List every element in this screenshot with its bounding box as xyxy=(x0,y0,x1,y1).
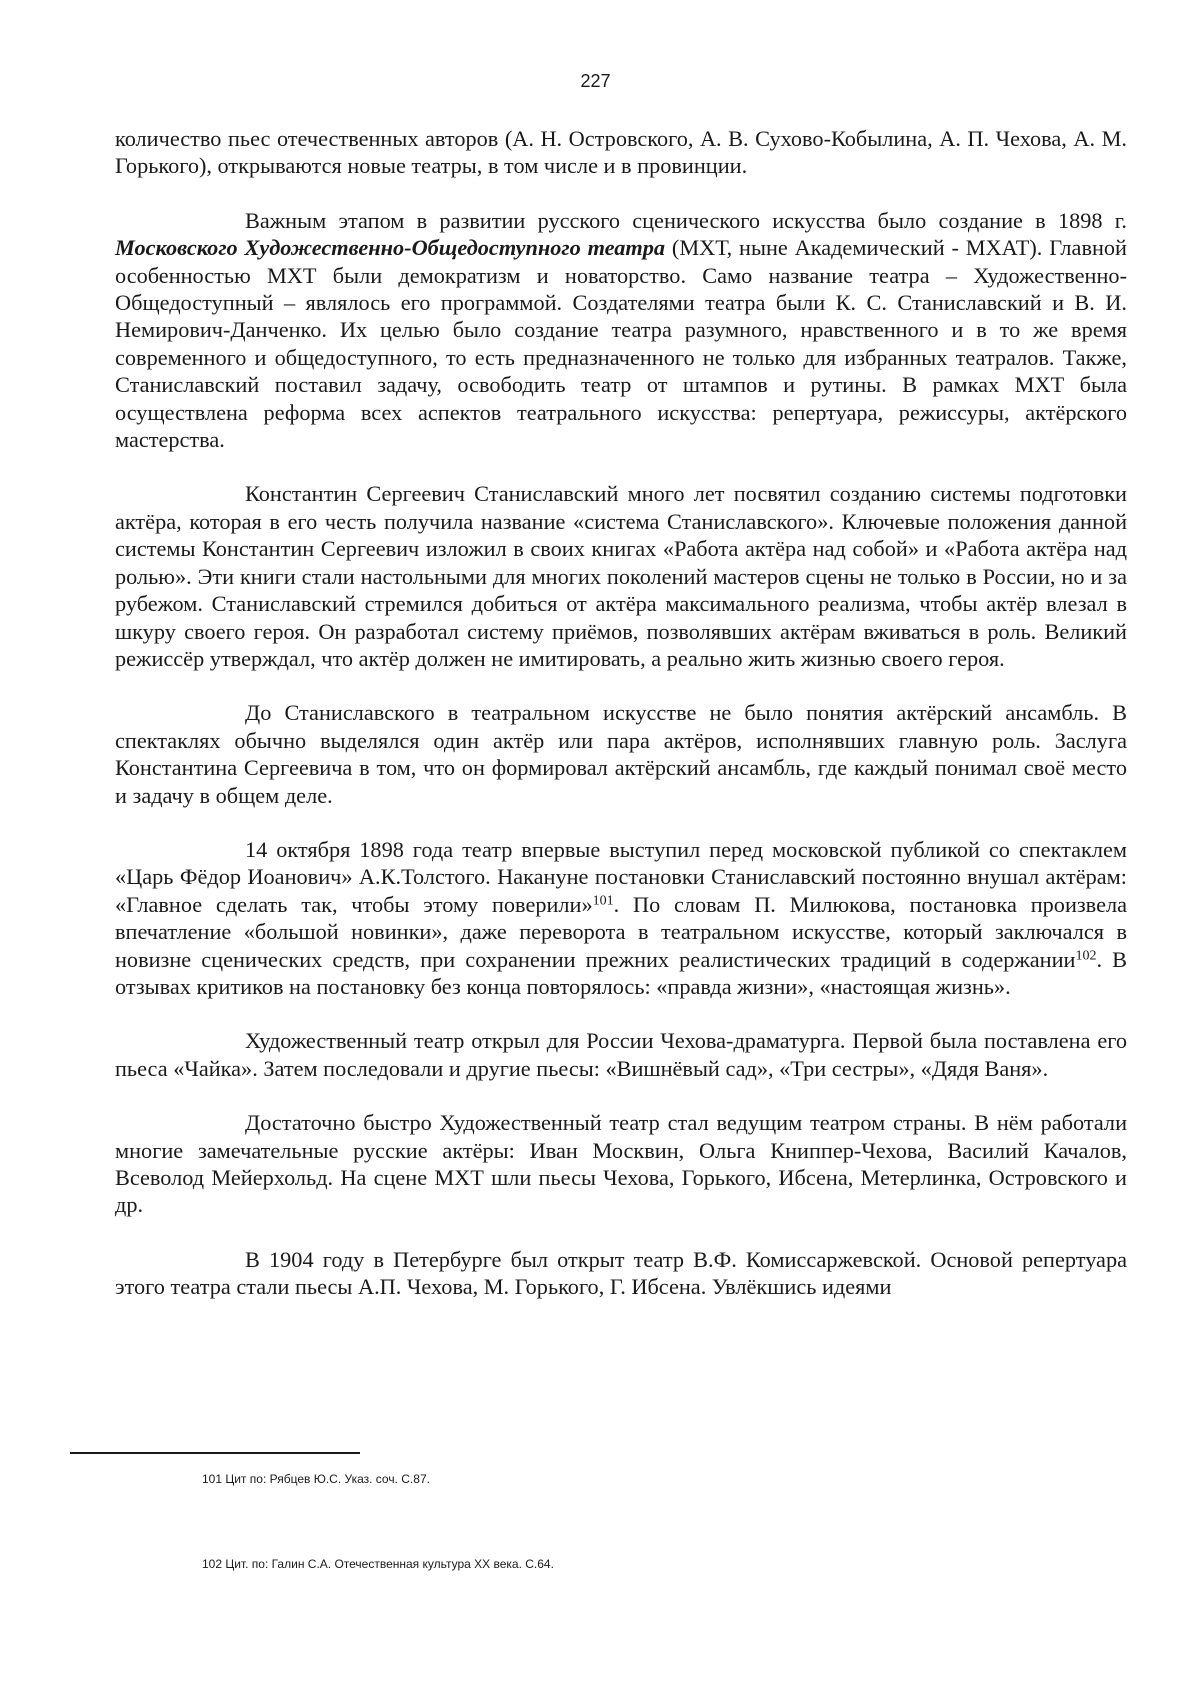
body-text xyxy=(115,125,1127,1301)
paragraph-text: Важным этапом в развитии русского сценического искусства было создание в 1898 г. xyxy=(245,207,1127,233)
paragraph-acting-ensemble: До Станиславского в театральном искусстве не было понятия актёрский ансамбль. В спектаклях обычно выделялся один актёр или пара актёров, исполнявших главную роль. Заслуга Константина Сергеевича в том, что он формировал актёрский ансамбль, где каждый понимал своё место и задачу в общем деле. xyxy=(115,700,1127,808)
paragraph-chekhov: Художественный театр открыл для России Чехова-драматурга. Первой была поставлена его пьеса «Чайка». Затем последовали и другие пьесы: «Вишнёвый сад», «Три сестры», «Дядя Ваня». xyxy=(115,1028,1127,1081)
paragraph-continuation: количество пьес отечественных авторов (А. Н. Островского, А. В. Сухово-Кобылина, А. П. Чехова, А. М. Горького), открываются новые театры, в том числе и в провинции. xyxy=(115,126,1127,179)
paragraph-text: (МХТ, ныне Академический - МХАТ). Главной особенностью МХТ были демократизм и новаторство. Само название театра – Художественно-Общедоступный – являлось его программой. Создателями театра были К. С. Станиславский и В. И. Немирович-Данченко. Их целью было создание театра разумного, нравственного и в то же время современного и общедоступного, то есть предназначенного не только для избранных театралов. Также, Станиславский поставил задачу, освободить театр от штампов и рутины. В рамках МХТ была осуществлена реформа всех аспектов театрального искусства: репертуара, режиссуры, актёрского мастерства. xyxy=(115,235,1127,453)
paragraph-first-performance xyxy=(115,836,1127,1000)
paragraph-komissarzhevskaya: В 1904 году в Петербурге был открыт театр В.Ф. Комиссаржевской. Основой репертуара этого театра стали пьесы А.П. Чехова, М. Горького, Г. Ибсена. Увлёкшись идеями xyxy=(115,1246,1127,1300)
page-number: 227 xyxy=(580,71,611,91)
paragraph-text: 14 октября 1898 года театр впервые выступил перед московской публикой со спектаклем «Царь Фёдор Иоанович» А.К.Толстого. Накануне постановки Станиславский постоянно внушал актёрам: «Главное сделать так, чтобы этому поверили» xyxy=(115,836,1127,917)
footnote-separator xyxy=(70,1452,360,1454)
paragraph-text: . В отзывах критиков на постановку без конца повторялось: «правда жизни», «настоящая жизнь». xyxy=(115,946,1127,999)
footnote-ref-101[interactable]: 101 xyxy=(592,893,614,909)
paragraph-leading-theatre: Достаточно быстро Художественный театр стал ведущим театром страны. В нём работали многие замечательные русские актёры: Иван Москвин, Ольга Книппер-Чехова, Василий Качалов, Всеволод Мейерхольд. На сцене МХТ шли пьесы Чехова, Горького, Ибсена, Метерлинка, Островского и др. xyxy=(115,1110,1127,1218)
footnote-102: 102 Цит. по: Галин С.А. Отечественная культура ХХ века. С.64. xyxy=(202,1557,554,1571)
paragraph-mkht-founding xyxy=(115,207,1127,454)
paragraph-stanislavski-system: Константин Сергеевич Станиславский много лет посвятил созданию системы подготовки актёра, которая в его честь получила название «система Станиславского». Ключевые положения данной системы Константин Сергеевич изложил в своих книгах «Работа актёра над собой» и «Работа актёра над ролью». Эти книги стали настольными для многих поколений мастеров сцены не только в России, но и за рубежом. Станиславский стремился добиться от актёра максимального реализма, чтобы актёр влезал в шкуру своего героя. Он разработал систему приёмов, позволявших актёрам вживаться в роль. Великий режиссёр утверждал, что актёр должен не имитировать, а реально жить жизнью своего героя. xyxy=(115,481,1127,671)
theatre-name-emphasis: Московского Художественно-Общедоступного театра xyxy=(115,235,666,261)
paragraph-text: . По словам П. Милюкова, постановка произвела впечатление «большой новинки», даже переворота в театральном искусстве, который заключался в новизне сценических средств, при сохранении прежних реалистических традиций в содержании xyxy=(115,891,1128,972)
footnote-ref-102[interactable]: 102 xyxy=(1075,947,1097,963)
footnote-101: 101 Цит по: Рябцев Ю.С. Указ. соч. С.87. xyxy=(202,1472,430,1486)
